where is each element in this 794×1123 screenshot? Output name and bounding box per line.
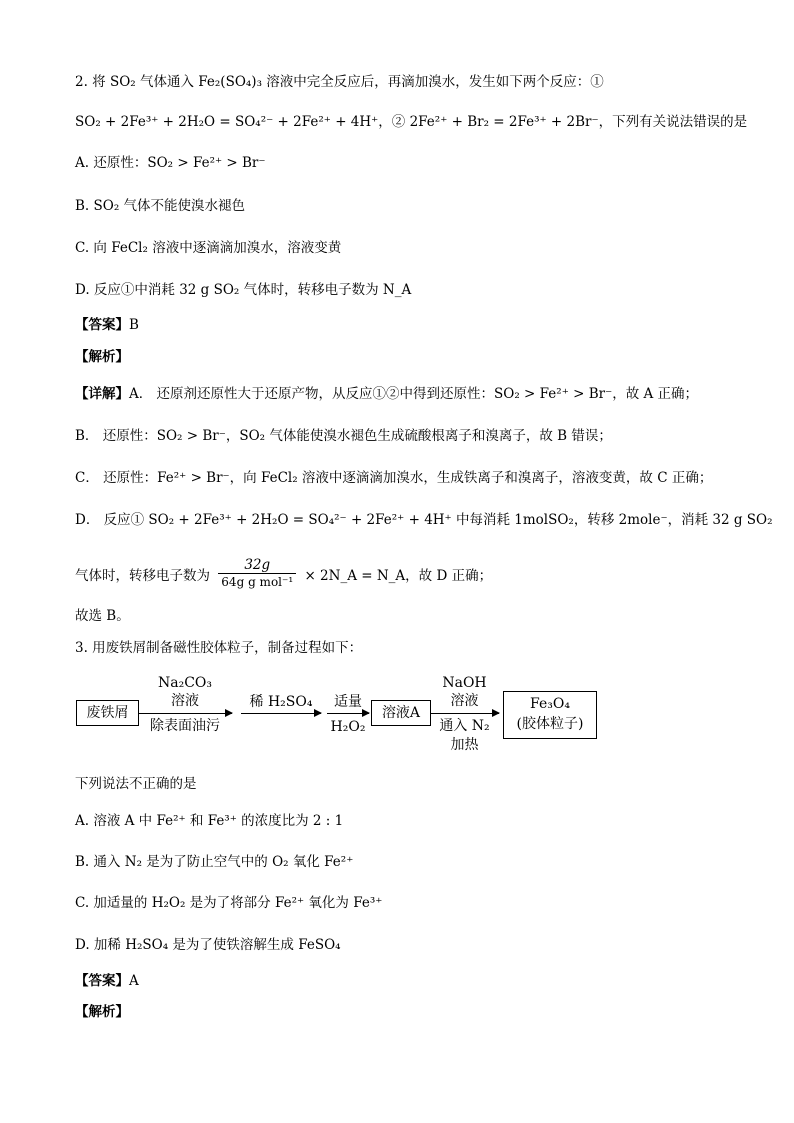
product-description: (胶体粒子) <box>516 716 584 732</box>
q3-question: 下列说法不正确的是 <box>75 776 197 792</box>
fraction-numerator: 32g <box>218 557 296 574</box>
answer-value: B <box>129 317 139 333</box>
answer-value: A <box>129 973 139 989</box>
flow-box-iron-scraps: 废铁屑 <box>76 700 139 726</box>
answer-label: 【答案】 <box>75 973 129 989</box>
q3-analysis-label: 【解析】 <box>75 1004 129 1020</box>
q3-answer <box>75 971 139 991</box>
flow-arrow-3 <box>327 713 369 714</box>
detail-label: 【详解】 <box>75 386 129 402</box>
q3-option-c: C. 加适量的 H₂O₂ 是为了将部分 Fe²⁺ 氧化为 Fe³⁺ <box>75 895 383 911</box>
flow-arrow-2-reagent: 稀 H₂SO₄ <box>249 694 313 710</box>
product-formula: Fe₃O₄ <box>530 696 570 712</box>
detail-a-text: A． 还原剂还原性大于还原产物，从反应①②中得到还原性：SO₂ > Fe²⁺ > Br⁻，故 A 正确； <box>129 386 699 402</box>
q2-answer <box>75 315 139 335</box>
q2-conclusion: 故选 B。 <box>75 608 130 624</box>
flow-arrow-4 <box>430 713 499 714</box>
process-flow-diagram <box>75 676 605 756</box>
flow-arrow-1-reagent: Na₂CO₃ <box>157 675 212 691</box>
detail-d-post: × 2N_A = N_A，故 D 正确； <box>304 568 493 584</box>
q2-stem-line1: 2. 将 SO₂ 气体通入 Fe₂(SO₄)₃ 溶液中完全反应后，再滴加溴水，发生如下两个反应：① <box>75 74 604 90</box>
flow-arrow-4-gas: 通入 N₂ <box>439 718 490 734</box>
flow-arrow-4-heat: 加热 <box>450 737 479 753</box>
flow-arrow-2 <box>241 713 321 714</box>
q2-detail-d-line2 <box>75 557 493 593</box>
q3-option-a: A. 溶液 A 中 Fe²⁺ 和 Fe³⁺ 的浓度比为 2 : 1 <box>75 813 344 829</box>
fraction <box>218 557 296 590</box>
q2-stem-line2: SO₂ + 2Fe³⁺ + 2H₂O = SO₄²⁻ + 2Fe²⁺ + 4H⁺，② 2Fe²⁺ + Br₂ = 2Fe³⁺ + 2Br⁻，下列有关说法错误的是 <box>75 114 748 130</box>
answer-label: 【答案】 <box>75 317 129 333</box>
q2-option-d: D. 反应①中消耗 32 g SO₂ 气体时，转移电子数为 N_A <box>75 282 412 298</box>
fraction-denominator: 64g g mol⁻¹ <box>221 575 294 589</box>
flow-arrow-1-purpose: 除表面油污 <box>150 718 220 734</box>
flow-arrow-1-solution: 溶液 <box>171 693 199 709</box>
flow-box-solution-a: 溶液A <box>371 700 431 726</box>
flow-arrow-4-reagent: NaOH <box>442 675 487 691</box>
flow-arrow-4-solution: 溶液 <box>450 693 479 709</box>
q2-detail-b: B． 还原性：SO₂ > Br⁻，SO₂ 气体能使溴水褪色生成硫酸根离子和溴离子，故 B 错误； <box>75 428 612 444</box>
q2-detail-c: C． 还原性：Fe²⁺ > Br⁻，向 FeCl₂ 溶液中逐滴滴加溴水，生成铁离子和溴离子，溶液变黄，故 C 正确； <box>75 470 713 486</box>
q3-option-b: B. 通入 N₂ 是为了防止空气中的 O₂ 氧化 Fe²⁺ <box>75 854 354 870</box>
q2-analysis-label: 【解析】 <box>75 349 129 365</box>
q3-stem: 3. 用废铁屑制备磁性胶体粒子，制备过程如下： <box>75 640 363 656</box>
q2-option-b: B. SO₂ 气体不能使溴水褪色 <box>75 198 246 214</box>
q3-option-d: D. 加稀 H₂SO₄ 是为了使铁溶解生成 FeSO₄ <box>75 937 341 953</box>
flow-arrow-3-reagent: H₂O₂ <box>330 719 366 735</box>
flow-arrow-1 <box>138 713 232 714</box>
q2-detail-d-line1: D． 反应① SO₂ + 2Fe³⁺ + 2H₂O = SO₄²⁻ + 2Fe²⁺ + 4H⁺ 中每消耗 1molSO₂，转移 2mole⁻，消耗 32 g SO₂ <box>75 512 773 528</box>
q2-detail-a <box>75 384 698 404</box>
flow-arrow-3-amount: 适量 <box>334 694 362 710</box>
q2-option-c: C. 向 FeCl₂ 溶液中逐滴滴加溴水，溶液变黄 <box>75 240 342 256</box>
flow-box-product <box>503 691 597 739</box>
q2-option-a: A. 还原性：SO₂ > Fe²⁺ > Br⁻ <box>75 155 266 171</box>
detail-d-pre: 气体时，转移电子数为 <box>75 568 210 584</box>
